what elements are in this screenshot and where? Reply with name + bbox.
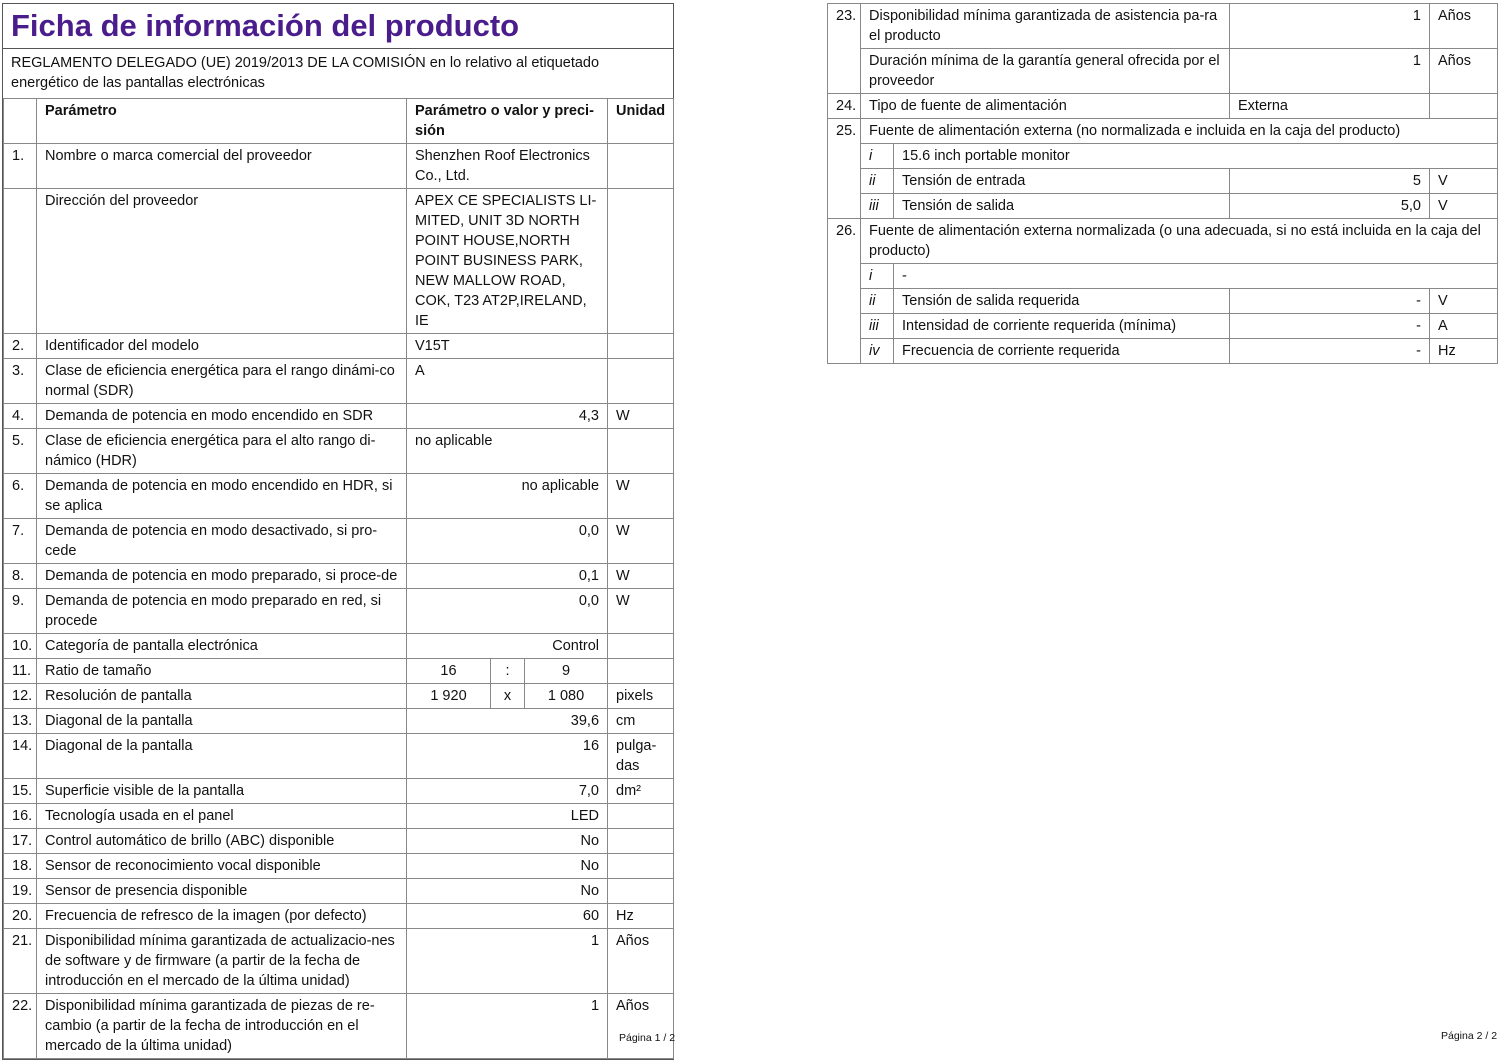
roman-cell: ii: [861, 169, 894, 194]
value-cell: No: [407, 879, 608, 904]
param-cell: Diagonal de la pantalla: [37, 734, 407, 779]
unit-cell: dm²: [608, 779, 674, 804]
table-row: [4, 334, 674, 359]
separator-cell: x: [491, 684, 525, 709]
table-row: [4, 144, 674, 189]
header-num: [4, 99, 37, 144]
param-cell: Nombre o marca comercial del proveedor: [37, 144, 407, 189]
unit-cell: pixels: [608, 684, 674, 709]
value-cell: A: [407, 359, 608, 404]
value-cell: no aplicable: [407, 474, 608, 519]
row-number: 6.: [4, 474, 37, 519]
sub-row: [828, 144, 1498, 169]
table-row: [4, 994, 674, 1059]
value-cell: -: [1230, 339, 1430, 364]
roman-cell: i: [861, 144, 894, 169]
product-table-continued: [827, 3, 1498, 364]
value-cell: 1: [1230, 4, 1430, 49]
value-cell: LED: [407, 804, 608, 829]
value-cell: V15T: [407, 334, 608, 359]
param-cell: Clase de eficiencia energética para el rango dinámi-co normal (SDR): [37, 359, 407, 404]
value-cell: -: [1230, 289, 1430, 314]
param-cell: Demanda de potencia en modo encendido en HDR, si se aplica: [37, 474, 407, 519]
page-1: [2, 3, 674, 1060]
row-number: 8.: [4, 564, 37, 589]
row-number: 7.: [4, 519, 37, 564]
value-cell: 7,0: [407, 779, 608, 804]
param-cell: Frecuencia de corriente requerida: [894, 339, 1230, 364]
unit-cell: Años: [1430, 4, 1498, 49]
row-number: 25.: [828, 119, 861, 219]
param-cell: Demanda de potencia en modo encendido en SDR: [37, 404, 407, 429]
table-row: [4, 929, 674, 994]
param-cell: Disponibilidad mínima garantizada de piezas de re-cambio (a partir de la fecha de introducción en el mercado de la última unidad): [37, 994, 407, 1059]
unit-cell: [608, 829, 674, 854]
table-row: [828, 119, 1498, 144]
header-value: Parámetro o valor y preci-sión: [407, 99, 608, 144]
value-b-cell: 1 080: [525, 684, 608, 709]
row-number: 26.: [828, 219, 861, 364]
table-row: [4, 634, 674, 659]
unit-cell: [608, 634, 674, 659]
param-cell: Intensidad de corriente requerida (mínima): [894, 314, 1230, 339]
param-cell: Diagonal de la pantalla: [37, 709, 407, 734]
unit-cell: cm: [608, 709, 674, 734]
table-row: [828, 49, 1498, 94]
roman-cell: i: [861, 264, 894, 289]
row-number: 4.: [4, 404, 37, 429]
value-cell: 60: [407, 904, 608, 929]
unit-cell: W: [608, 474, 674, 519]
table-row: [4, 589, 674, 634]
unit-cell: W: [608, 519, 674, 564]
unit-cell: [608, 854, 674, 879]
unit-cell: W: [608, 589, 674, 634]
value-a-cell: 16: [407, 659, 491, 684]
unit-cell: pulga-das: [608, 734, 674, 779]
unit-cell: A: [1430, 314, 1498, 339]
table-row: [4, 564, 674, 589]
value-cell: 1: [407, 929, 608, 994]
param-cell: Demanda de potencia en modo preparado, si proce-de: [37, 564, 407, 589]
row-number: 1.: [4, 144, 37, 189]
unit-cell: V: [1430, 194, 1498, 219]
unit-cell: Años: [608, 929, 674, 994]
value-cell: -: [1230, 314, 1430, 339]
value-a-cell: 1 920: [407, 684, 491, 709]
row-number: 21.: [4, 929, 37, 994]
unit-cell: [608, 334, 674, 359]
row-number: 18.: [4, 854, 37, 879]
value-cell: No: [407, 854, 608, 879]
param-cell: Demanda de potencia en modo preparado en red, si procede: [37, 589, 407, 634]
value-cell: 1: [407, 994, 608, 1059]
value-cell: no aplicable: [407, 429, 608, 474]
row-number: 15.: [4, 779, 37, 804]
unit-cell: [608, 189, 674, 334]
separator-cell: :: [491, 659, 525, 684]
row-number: 17.: [4, 829, 37, 854]
unit-cell: [608, 429, 674, 474]
param-cell: Ratio de tamaño: [37, 659, 407, 684]
unit-cell: Hz: [1430, 339, 1498, 364]
regulation-subtitle: REGLAMENTO DELEGADO (UE) 2019/2013 DE LA COMISIÓN en lo relativo al etiquetado energético de las pantallas electrónicas: [3, 48, 673, 98]
value-cell: 16: [407, 734, 608, 779]
roman-cell: iii: [861, 314, 894, 339]
table-row: [4, 429, 674, 474]
value-b-cell: 9: [525, 659, 608, 684]
param-cell: Demanda de potencia en modo desactivado, si pro-cede: [37, 519, 407, 564]
unit-cell: [1430, 94, 1498, 119]
param-cell: Superficie visible de la pantalla: [37, 779, 407, 804]
row-number: 19.: [4, 879, 37, 904]
unit-cell: W: [608, 404, 674, 429]
param-cell: Tecnología usada en el panel: [37, 804, 407, 829]
param-cell: Tensión de salida requerida: [894, 289, 1230, 314]
param-cell: 15.6 inch portable monitor: [894, 144, 1498, 169]
row-number: [4, 189, 37, 334]
table-row: [4, 519, 674, 564]
sub-row: [828, 169, 1498, 194]
row-number: 24.: [828, 94, 861, 119]
param-cell: Tensión de salida: [894, 194, 1230, 219]
page-2: [827, 3, 1497, 364]
table-row: [4, 829, 674, 854]
row-number: 3.: [4, 359, 37, 404]
table-row: [828, 219, 1498, 264]
param-cell: -: [894, 264, 1498, 289]
value-cell: 1: [1230, 49, 1430, 94]
product-table: [3, 98, 674, 1059]
page-number-1: Página 1 / 2: [619, 1032, 676, 1044]
row-number: 22.: [4, 994, 37, 1059]
param-cell: Identificador del modelo: [37, 334, 407, 359]
row-number: 5.: [4, 429, 37, 474]
row-number: 11.: [4, 659, 37, 684]
row-number: 20.: [4, 904, 37, 929]
unit-cell: Años: [1430, 49, 1498, 94]
row-number: 2.: [4, 334, 37, 359]
param-cell: Clase de eficiencia energética para el alto rango di-námico (HDR): [37, 429, 407, 474]
unit-cell: [608, 659, 674, 684]
unit-cell: Hz: [608, 904, 674, 929]
table-row: [828, 94, 1498, 119]
value-cell: No: [407, 829, 608, 854]
param-cell: Tipo de fuente de alimentación: [861, 94, 1230, 119]
value-cell: Shenzhen Roof Electronics Co., Ltd.: [407, 144, 608, 189]
value-cell: 4,3: [407, 404, 608, 429]
param-cell: Disponibilidad mínima garantizada de actualizacio-nes de software y de firmware (a partir de la fecha de introducción en el mercado de la última unidad): [37, 929, 407, 994]
row-number: 13.: [4, 709, 37, 734]
value-cell: 5,0: [1230, 194, 1430, 219]
param-cell: Fuente de alimentación externa normalizada (o una adecuada, si no está incluida en la caja del producto): [861, 219, 1498, 264]
row-number: 16.: [4, 804, 37, 829]
sub-row: [828, 194, 1498, 219]
table-row: [4, 854, 674, 879]
value-cell: 5: [1230, 169, 1430, 194]
table-row: [4, 359, 674, 404]
value-cell: 0,0: [407, 519, 608, 564]
param-cell: Dirección del proveedor: [37, 189, 407, 334]
page-number-2: Página 2 / 2: [1441, 1030, 1498, 1042]
value-cell: Externa: [1230, 94, 1430, 119]
table-row: [4, 879, 674, 904]
table-row: [4, 734, 674, 779]
table-row: [4, 804, 674, 829]
param-cell: Fuente de alimentación externa (no normalizada e incluida en la caja del producto): [861, 119, 1498, 144]
table-row: [828, 4, 1498, 49]
unit-cell: W: [608, 564, 674, 589]
param-cell: Control automático de brillo (ABC) disponible: [37, 829, 407, 854]
value-cell: 0,1: [407, 564, 608, 589]
row-number: 12.: [4, 684, 37, 709]
table-row: [4, 684, 674, 709]
table-row: [4, 474, 674, 519]
row-number: 14.: [4, 734, 37, 779]
table-row: [4, 904, 674, 929]
table-row: [4, 709, 674, 734]
unit-cell: [608, 804, 674, 829]
param-cell: Frecuencia de refresco de la imagen (por defecto): [37, 904, 407, 929]
sub-row: [828, 314, 1498, 339]
param-cell: Sensor de presencia disponible: [37, 879, 407, 904]
unit-cell: [608, 144, 674, 189]
unit-cell: V: [1430, 289, 1498, 314]
table-row: [4, 779, 674, 804]
table-row: [4, 659, 674, 684]
page-title: Ficha de información del producto: [11, 8, 520, 43]
unit-cell: V: [1430, 169, 1498, 194]
value-cell: Control: [407, 634, 608, 659]
row-number: 9.: [4, 589, 37, 634]
sub-row: [828, 339, 1498, 364]
value-cell: 0,0: [407, 589, 608, 634]
value-cell: APEX CE SPECIALISTS LI-MITED, UNIT 3D NORTH POINT HOUSE,NORTH POINT BUSINESS PARK, NEW MALLOW ROAD, COK, T23 AT2P,IRELAND, IE: [407, 189, 608, 334]
product-sheet-box: [2, 3, 674, 1060]
row-number: 23.: [828, 4, 861, 94]
param-cell: Categoría de pantalla electrónica: [37, 634, 407, 659]
unit-cell: [608, 359, 674, 404]
unit-cell: [608, 879, 674, 904]
unit-cell: Años: [608, 994, 674, 1059]
value-cell: 39,6: [407, 709, 608, 734]
table-header-row: [4, 99, 674, 144]
table-body: [4, 144, 674, 1059]
sub-row: [828, 289, 1498, 314]
roman-cell: iv: [861, 339, 894, 364]
table-row: [4, 189, 674, 334]
header-parameter: Parámetro: [37, 99, 407, 144]
table-row: [4, 404, 674, 429]
header-unit: Unidad: [608, 99, 674, 144]
param-cell: Duración mínima de la garantía general ofrecida por el proveedor: [861, 49, 1230, 94]
sub-row: [828, 264, 1498, 289]
roman-cell: ii: [861, 289, 894, 314]
param-cell: Disponibilidad mínima garantizada de asistencia pa-ra el producto: [861, 4, 1230, 49]
param-cell: Tensión de entrada: [894, 169, 1230, 194]
param-cell: Resolución de pantalla: [37, 684, 407, 709]
row-number: 10.: [4, 634, 37, 659]
roman-cell: iii: [861, 194, 894, 219]
param-cell: Sensor de reconocimiento vocal disponible: [37, 854, 407, 879]
